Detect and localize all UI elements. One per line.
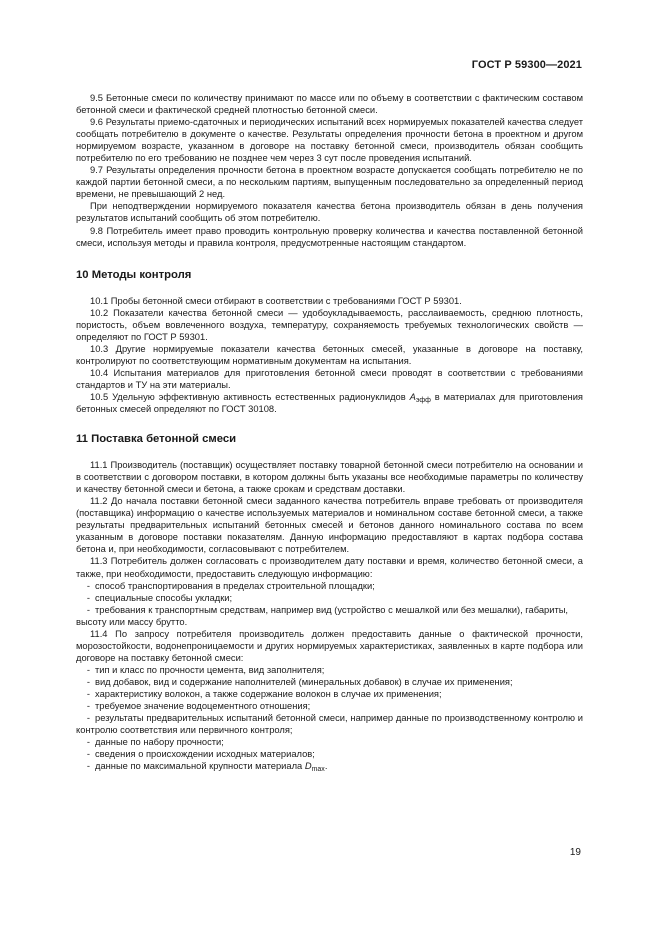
list-item-end: . bbox=[324, 761, 328, 772]
list-dash: - bbox=[86, 737, 90, 748]
list-item bbox=[76, 748, 583, 760]
list-item-text: способ транспортирования в пределах строительной площадки; bbox=[95, 580, 375, 591]
list-item-text: тип и класс по прочности цемента, вид заполнителя; bbox=[95, 664, 325, 675]
list-item-text: данные по набору прочности; bbox=[95, 737, 224, 748]
paragraph-9-7-note: При неподтверждении нормируемого показателя качества бетона производитель обязан в день получения результатов испытаний сообщить об этом потребителю. bbox=[76, 201, 583, 224]
list-item bbox=[76, 736, 583, 748]
paragraph-9-5: 9.5 Бетонные смеси по количеству принимают по массе или по объему в соответствии с фактическим составом бетонной смеси и фактической средней плотностью бетонной смеси. bbox=[76, 93, 583, 116]
list-dash: - bbox=[86, 688, 90, 699]
paragraph-11-4: 11.4 По запросу потребителя производитель должен предоставить данные о фактической прочности, морозостойкости, водонепроницаемости и других нормируемых характеристиках, заявленных в карте подбора или договоре на поставку бетонной смеси: bbox=[76, 628, 583, 663]
section-11-title: 11 Поставка бетонной смеси bbox=[76, 433, 237, 446]
list-dash: - bbox=[86, 592, 90, 603]
list-item bbox=[76, 676, 583, 688]
paragraph-9-8: 9.8 Потребитель имеет право проводить контрольную проверку количества и качества поставленной бетонной смеси, используя методы и правила контроля, предусмотренные настоящим стандартом. bbox=[76, 225, 583, 248]
list-item bbox=[76, 712, 583, 736]
paragraph-10-2: 10.2 Показатели качества бетонной смеси — удобоукладываемость, расслаиваемость, среднюю плотность, пористость, объем вовлеченного воздуха, температуру, сохраняемость требуемых технологических свойств — определяют по ГОСТ Р 59301. bbox=[76, 307, 583, 342]
list-dash: - bbox=[86, 749, 90, 760]
section-10-title: 10 Методы контроля bbox=[76, 268, 192, 281]
list-item bbox=[76, 760, 583, 772]
paragraph-11-3: 11.3 Потребитель должен согласовать с производителем дату поставки и время, количество бетонной смеси, а также, при необходимости, предоставить следующую информацию: bbox=[76, 556, 583, 579]
document-body bbox=[76, 92, 583, 772]
list-item bbox=[76, 604, 583, 628]
list-dash: - bbox=[86, 580, 90, 591]
paragraph-11-2: 11.2 До начала поставки бетонной смеси заданного качества потребитель вправе требовать от производителя (поставщика) информацию о качестве используемых материалов и номинальном составе бетонной смеси, а также результаты предварительных испытаний бетонных смесей и бетонов данного номинального состава по всем указанным в договоре поставки показателям. Данную информацию предоставляют в картах подбора состава бетона и, при необходимости, согласовывают с потребителем. bbox=[76, 496, 583, 555]
paragraph-9-6: 9.6 Результаты приемо-сдаточных и периодических испытаний всех нормируемых показателей качества следует сообщать потребителю в документе о качестве. Результаты определения прочности бетона в проектном и другом нормируемом возрасте, указанном в договоре на поставку бетонной смеси, производитель обязан сообщить потребителю по его требованию не позднее чем через 3 сут после проведения испытаний. bbox=[76, 117, 583, 164]
paragraph-11-1: 11.1 Производитель (поставщик) осуществляет поставку товарной бетонной смеси потребителю на основании и в соответствии с договором поставки, в котором должны быть указаны все необходимые параметры по количеству и качеству бетонной смеси и бетона, а также срокам и средствам доставки. bbox=[76, 460, 583, 495]
page-header: ГОСТ Р 59300—2021 bbox=[471, 59, 582, 71]
activity-symbol: А bbox=[409, 391, 416, 402]
list-item bbox=[76, 688, 583, 700]
list-dash: - bbox=[86, 676, 90, 687]
paragraph-10-5-text-end: в материалах для приготовления бетонных смесей определяют по ГОСТ 30108. bbox=[76, 391, 583, 415]
paragraph-10-1: 10.1 Пробы бетонной смеси отбирают в соответствии с требованиями ГОСТ Р 59301. bbox=[90, 295, 462, 306]
list-item bbox=[76, 592, 583, 604]
dmax-symbol: D bbox=[304, 761, 312, 772]
list-dash: - bbox=[86, 701, 90, 712]
list-dash: - bbox=[86, 604, 90, 615]
list-dash: - bbox=[86, 713, 90, 724]
list-item-text: специальные способы укладки; bbox=[95, 592, 233, 603]
list-item bbox=[76, 580, 583, 592]
list-item-text: требования к транспортным средствам, например вид (устройство с мешалкой или без мешалки), габариты, высоту или массу брутто. bbox=[76, 604, 569, 627]
list-item-text: требуемое значение водоцементного отношения; bbox=[95, 701, 311, 712]
page-number: 19 bbox=[569, 847, 581, 858]
activity-subscript: эфф bbox=[415, 396, 431, 404]
list-item-text: характеристику волокон, а также содержание волокон в случае их применения; bbox=[95, 688, 442, 699]
list-item-text: данные по максимальной крупности материала bbox=[95, 761, 305, 772]
list-item-text: результаты предварительных испытаний бетонной смеси, например данные по производственному контролю и контролю соответствия или первичного контроля; bbox=[76, 713, 583, 736]
paragraph-10-5 bbox=[76, 391, 583, 415]
paragraph-10-3: 10.3 Другие нормируемые показатели качества бетонных смесей, указанные в договоре на поставку, контролируют по соответствующим нормативным документам на испытания. bbox=[76, 343, 583, 366]
list-dash: - bbox=[86, 761, 90, 772]
list-item-text: сведения о происхождении исходных материалов; bbox=[95, 749, 315, 760]
list-item-text: вид добавок, вид и содержание наполнителей (минеральных добавок) в случае их применения; bbox=[95, 676, 513, 687]
dmax-subscript: max bbox=[311, 766, 325, 774]
paragraph-10-4: 10.4 Испытания материалов для приготовления бетонной смеси проводят в соответствии с требованиями стандартов и ТУ на эти материалы. bbox=[76, 367, 583, 390]
paragraph-9-7: 9.7 Результаты определения прочности бетона в проектном возрасте допускается сообщать потребителю не по каждой партии бетонной смеси, а по нескольким партиям, выпущенным последовательно за определенный период времени, не превышающий 2 нед. bbox=[76, 165, 583, 200]
list-item bbox=[76, 664, 583, 676]
list-dash: - bbox=[86, 664, 90, 675]
list-item bbox=[76, 700, 583, 712]
paragraph-10-5-text-start: 10.5 Удельную эффективную активность естественных радионуклидов bbox=[90, 391, 410, 402]
